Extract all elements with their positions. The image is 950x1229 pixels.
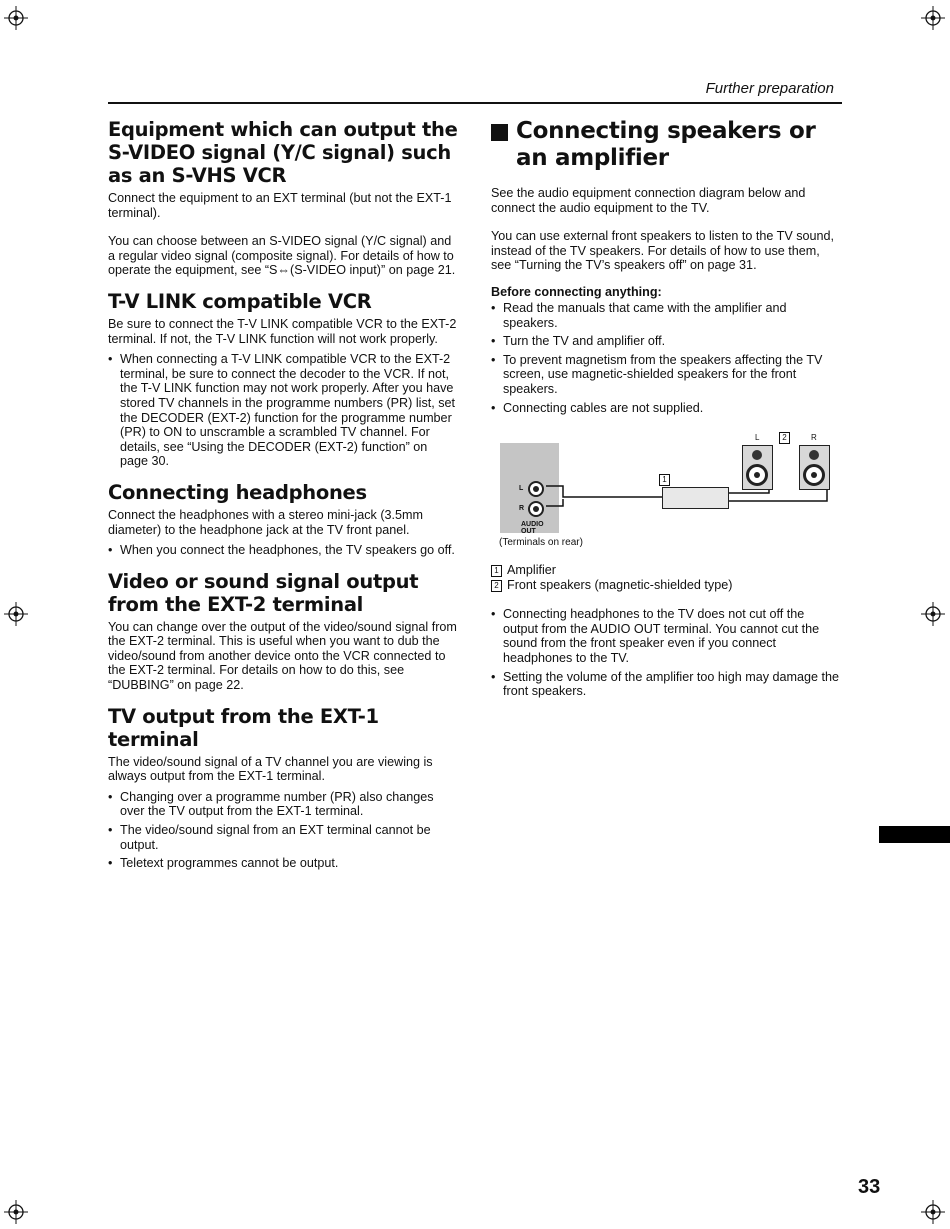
registration-mark-icon [921,6,945,30]
list-item: • When connecting a T-V LINK compatible VCR to the EXT-2 terminal, be sure to connect the decoder to the VCR. If not, the T-V LINK function may not work properly. After you have stored TV channels in the programme numbers (PR) list, set the DECODER (EXT-2) function for the programme number (PR) to ON to unscramble a scrambled TV channel. For details, see “Using the DECODER (EXT-2) function” on page 30. [108,352,458,469]
side-tab-marker [879,826,950,843]
speaker-label-r: R [811,433,817,443]
section-heading: TV output from the EXT-1 terminal [108,704,379,751]
registration-mark-icon [4,6,28,30]
legend-item [491,578,841,593]
legend-number: 2 [491,580,502,592]
list-item: • To prevent magnetism from the speakers affecting the TV screen, use magnetic-shielded speakers for the front speakers. [491,353,841,397]
section-heading: T-V LINK compatible VCR [108,289,372,313]
legend-text: Amplifier [507,563,556,578]
speaker-left-icon [742,445,773,490]
header-title: Further preparation [705,80,834,97]
section-headphones [108,481,458,558]
paragraph: See the audio equipment connection diagram below and connect the audio equipment to the TV. [491,186,806,215]
list-item: • The video/sound signal from an EXT terminal cannot be output. [108,823,458,852]
paragraph: Be sure to connect the T-V LINK compatible VCR to the EXT-2 terminal. If not, the T-V LINK function will not work properly. [108,316,457,346]
diagram-legend [491,563,841,593]
speaker-label-l: L [755,433,760,443]
paragraph: You can use external front speakers to listen to the TV sound, instead of the TV speakers. For details of how to use them, see “Turning the TV’s speakers off” on page 31. [491,229,835,273]
registration-mark-icon [921,1200,945,1224]
list-item: • When you connect the headphones, the TV speakers go off. [108,543,458,558]
callout-number: 1 [659,474,670,486]
amplifier-icon [662,487,729,509]
paragraph: You can change over the output of the video/sound signal from the EXT-2 terminal. This is useful when you want to dub the video/sound from another device onto the VCR connected to the EXT-2 terminal. For details on how to do this, see “DUBBING” on page 22. [108,619,457,693]
page-number: 33 [858,1176,881,1198]
main-heading [491,118,841,172]
list-item: • Setting the volume of the amplifier too high may damage the front speakers. [491,670,841,699]
speaker-right-icon [799,445,830,490]
before-label: Before connecting anything: [491,284,662,299]
bullet-list [491,607,841,699]
section-heading: Connecting headphones [108,480,367,504]
section-ext1-output [108,705,458,871]
legend-text: Front speakers (magnetic-shielded type) [507,578,733,593]
registration-mark-icon [921,602,945,626]
paragraph: Connect the equipment to an EXT terminal (but not the EXT-1 terminal). [108,191,452,220]
paragraph: Connect the headphones with a stereo mini-jack (3.5mm diameter) to the headphone jack at the TV front panel. [108,507,424,537]
registration-mark-icon [4,602,28,626]
callout-number: 2 [779,432,790,444]
section-heading: Equipment which can output the S-VIDEO signal (Y/C signal) such as an S-VHS VCR [108,118,458,187]
jack-label-l: L [519,485,524,493]
paragraph: You can choose between an S-VIDEO signal (Y/C signal) and a regular video signal (composite signal). For details of how to operate the equipment, see “S⇔(S-VIDEO input)” on page 21. [108,234,456,278]
legend-item [491,563,841,578]
connection-diagram [491,431,841,551]
square-bullet-icon [491,124,508,141]
list-item: • Read the manuals that came with the amplifier and speakers. [491,301,841,330]
list-item: • Turn the TV and amplifier off. [491,334,841,349]
section-tv-link [108,290,458,469]
list-item: • Connecting cables are not supplied. [491,401,841,416]
bullet-list [491,301,841,415]
audio-out-label: AUDIO OUT [521,521,544,536]
diagram-caption: (Terminals on rear) [499,537,583,549]
bullet-list [108,790,458,871]
page-header [108,80,842,104]
right-column [491,118,841,703]
paragraph: The video/sound signal of a TV channel you are viewing is always output from the EXT-1 terminal. [108,754,433,784]
section-ext2-output [108,570,458,693]
legend-number: 1 [491,565,502,577]
bullet-list [108,352,458,469]
left-column [108,118,458,883]
list-item: • Connecting headphones to the TV does not cut off the output from the AUDIO OUT terminal. You cannot cut the sound from the front speaker even if you connect headphones to the TV. [491,607,841,665]
bullet-list [108,543,458,558]
registration-mark-icon [4,1200,28,1224]
main-heading-text: Connecting speakers or an amplifier [516,118,816,171]
jack-label-r: R [519,505,525,513]
list-item: • Changing over a programme number (PR) also changes over the TV output from the EXT-1 terminal. [108,790,458,819]
list-item: • Teletext programmes cannot be output. [108,856,458,871]
section-heading: Video or sound signal output from the EXT-2 terminal [108,569,419,616]
section-s-video [108,118,458,278]
